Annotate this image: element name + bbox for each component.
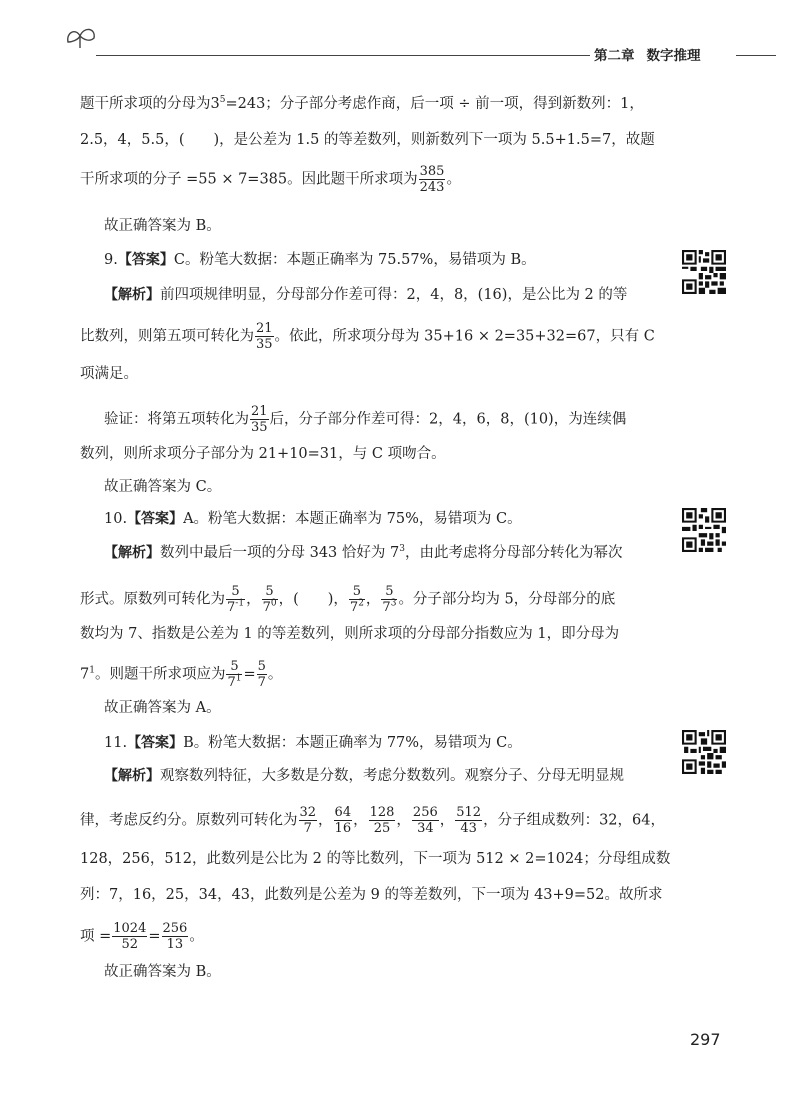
leaf-icon: [64, 22, 100, 50]
text-line: 列：7，16，25，34，43，此数列是公差为 9 的等差数列，下一项为 43+9=52。故所求: [80, 887, 663, 903]
text-line: 干所求项的分子 =55 × 7=385。因此题干所求项为 $\frac{385}{243}$ 。: [80, 164, 461, 195]
qr-code-icon: [682, 250, 726, 294]
fraction: $\frac{5}{7^1}$: [227, 659, 242, 690]
fraction: $\frac{256}{34}$: [412, 805, 438, 836]
fraction: $\frac{256}{13}$: [162, 921, 188, 952]
fraction: $\frac{385}{243}$: [419, 164, 445, 195]
text-line: 验证：将第五项转化为 $\frac{21}{35}$ 后，分子部分作差可得：2，4，6，8，(10)，为连续偶: [104, 404, 627, 435]
q10-answer: 10.【答案】A。粉笔大数据：本题正确率为 75%，易错项为 C。: [104, 511, 522, 527]
q11-answer: 11.【答案】B。粉笔大数据：本题正确率为 77%，易错项为 C。: [104, 735, 522, 751]
fraction: $\frac{64}{16}$: [334, 805, 352, 836]
text-line: 128，256，512，此数列是公比为 2 的等比数列，下一项为 512 × 2=1024；分母组成数: [80, 851, 671, 867]
q10-analysis: 【解析】数列中最后一项的分母 343 恰好为 $7^3$，由此考虑将分母部分转化为幂次: [104, 544, 623, 561]
fraction: $\frac{5}{7^3}$: [382, 584, 397, 615]
text-line: 项 = $\frac{1024}{52}$ = $\frac{256}{13}$ 。: [80, 921, 204, 952]
answer-conclusion: 故正确答案为 B。: [104, 964, 221, 980]
text-line: 形式。原数列可转化为 $\frac{5}{7^{-1}}$ ， $\frac{5}{7^0}$ ，( )， $\frac{5}{7^2}$ ， $\frac{5}{7^3}$ 。分子部分均为 5，分母部分的底: [80, 584, 616, 615]
fraction: $\frac{128}{25}$: [369, 805, 395, 836]
fraction: $\frac{5}{7^0}$: [262, 584, 277, 615]
text-line: 比数列，则第五项可转化为 $\frac{21}{35}$ 。依此，所求项分母为 35+16 × 2=35+32=67，只有 C: [80, 321, 655, 352]
text-line: 项满足。: [80, 366, 138, 382]
text-line: 题干所求项的分母为$3^5=243$；分子部分考虑作商，后一项 ÷ 前一项，得到新数列：1，: [80, 95, 644, 112]
fraction: $\frac{21}{35}$: [256, 321, 273, 352]
header-rule: [96, 55, 590, 56]
fraction: $\frac{5}{7^2}$: [349, 584, 364, 615]
text-line: 数均为 7、指数是公差为 1 的等差数列，则所求项的分母部分指数应为 1，即分母为: [80, 626, 620, 642]
fraction: $\frac{21}{35}$: [251, 404, 268, 435]
qr-code-icon: [682, 508, 726, 552]
chapter-title: 数字推理: [646, 48, 701, 64]
page-number: 297: [690, 1030, 721, 1049]
q9-answer: 9.【答案】C。粉笔大数据：本题正确率为 75.57%，易错项为 B。: [104, 252, 536, 268]
answer-conclusion: 故正确答案为 C。: [104, 479, 222, 495]
qr-code-icon: [682, 730, 726, 774]
fraction: $\frac{1024}{52}$: [113, 921, 147, 952]
text-line: $7^1$。则题干所求项应为 $\frac{5}{7^1}$ = $\frac{5}{7}$ 。: [80, 659, 283, 690]
text-line: 2.5，4，5.5，( )，是公差为 1.5 的等差数列，则新数列下一项为 5.5+1.5=7，故题: [80, 132, 655, 148]
fraction: $\frac{32}{7}$: [299, 805, 317, 836]
answer-conclusion: 故正确答案为 B。: [104, 218, 221, 234]
q11-analysis: 【解析】观察数列特征，大多数是分数，考虑分数数列。观察分子、分母无明显规: [104, 768, 624, 784]
fraction: $\frac{512}{43}$: [456, 805, 482, 836]
text-line: 律，考虑反约分。原数列可转化为 $\frac{32}{7}$ ， $\frac{64}{16}$ ， $\frac{128}{25}$ ， $\frac{256}{34}$ ， $\frac{512}{43}$ ，分子组成数列：32，64，: [80, 805, 665, 836]
text-line: 数列，则所求项分子部分为 21+10=31，与 C 项吻合。: [80, 446, 446, 462]
fraction: $\frac{5}{7^{-1}}$: [227, 584, 245, 615]
chapter-number: 第二章: [594, 48, 635, 64]
answer-conclusion: 故正确答案为 A。: [104, 700, 221, 716]
fraction: $\frac{5}{7}$: [257, 659, 266, 690]
header-rule-right: [736, 55, 776, 56]
chapter-heading: [594, 44, 734, 64]
q9-analysis: 【解析】前四项规律明显，分母部分作差可得：2，4，8，(16)，是公比为 2 的等: [104, 287, 628, 303]
